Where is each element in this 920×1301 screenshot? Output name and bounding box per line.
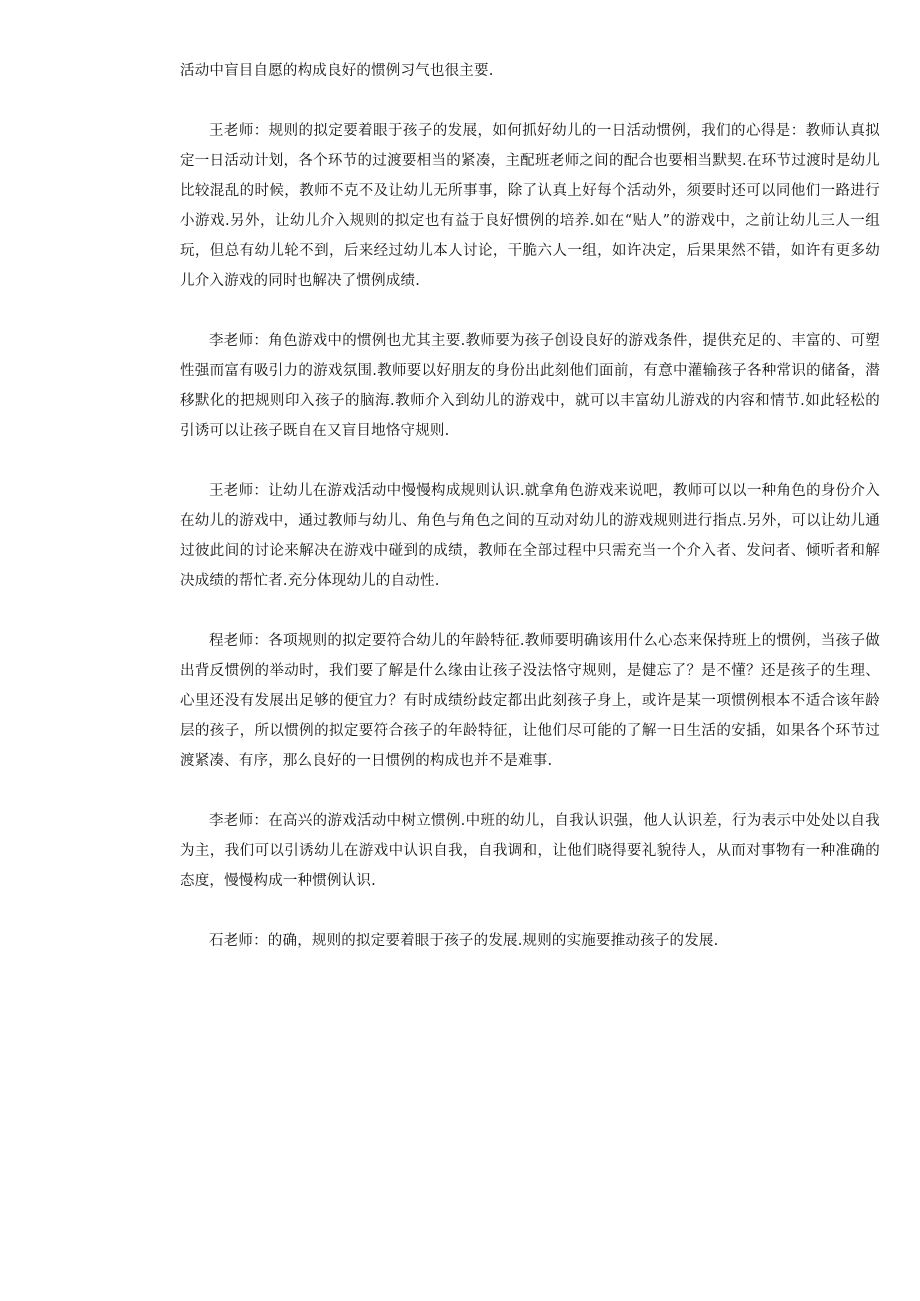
paragraph-wang-2: 王老师：让幼儿在游戏活动中慢慢构成规则认识.就拿角色游戏来说吧，教师可以以一种角色的身份介入在幼儿的游戏中，通过教师与幼儿、角色与角色之间的互动对幼儿的游戏规则进行指点.另外，可以让幼儿通过彼此间的讨论来解决在游戏中碰到的成绩，教师在全部过程中只需充当一个介入者、发问者、倾听者和解决成绩的帮忙者.充分体现幼儿的自动性. (180, 483, 880, 589)
paragraph-cheng: 程老师：各项规则的拟定要符合幼儿的年龄特征.教师要明确该用什么心态来保持班上的惯例，当孩子做出背反惯例的举动时，我们要了解是什么缘由让孩子没法恪守规则，是健忘了？是不懂？还是孩子的生理、心里还没有发展出足够的便宜力？有时成绩纷歧定都出此刻孩子身上，或许是某一项惯例根本不适合该年龄层的孩子，所以惯例的拟定要符合孩子的年龄特征，让他们尽可能的了解一日生活的安插，如果各个环节过渡紧凑、有序，那么良好的一日惯例的构成也并不是难事. (180, 633, 880, 769)
document-body (180, 56, 880, 956)
paragraph-gap (180, 776, 880, 806)
paragraph-gap (180, 86, 880, 116)
paragraph-wang-1: 王老师：规则的拟定要着眼于孩子的发展，如何抓好幼儿的一日活动惯例，我们的心得是：教师认真拟定一日活动计划，各个环节的过渡要相当的紧凑，主配班老师之间的配合也要相当默契.在环节过渡时是幼儿比较混乱的时候，教师不克不及让幼儿无所事事，除了认真上好每个活动外，须要时还可以同他们一路进行小游戏.另外，让幼儿介入规则的拟定也有益于良好惯例的培养.如在“贴人”的游戏中，之前让幼儿三人一组玩，但总有幼儿轮不到，后来经过幼儿本人讨论，干脆六人一组，如许决定，后果果然不错，如许有更多幼儿介入游戏的同时也解决了惯例成绩. (180, 123, 880, 289)
paragraph-li-1: 李老师：角色游戏中的惯例也尤其主要.教师要为孩子创设良好的游戏条件，提供充足的、丰富的、可塑性强而富有吸引力的游戏氛围.教师要以好朋友的身份出此刻他们面前，有意中灌输孩子各种常识的储备，潜移默化的把规则印入孩子的脑海.教师介入到幼儿的游戏中，就可以丰富幼儿游戏的内容和情节.如此轻松的引诱可以让孩子既自在又盲目地恪守规则. (180, 333, 880, 439)
paragraph-continuation: 活动中盲目自愿的构成良好的惯例习气也很主要. (180, 63, 494, 79)
paragraph-gap (180, 446, 880, 476)
paragraph-gap (180, 896, 880, 926)
paragraph-gap (180, 296, 880, 326)
paragraph-gap (180, 596, 880, 626)
paragraph-shi: 石老师：的确，规则的拟定要着眼于孩子的发展.规则的实施要推动孩子的发展. (209, 933, 719, 949)
paragraph-li-2: 李老师：在高兴的游戏活动中树立惯例.中班的幼儿，自我认识强，他人认识差，行为表示中处处以自我为主，我们可以引诱幼儿在游戏中认识自我，自我调和，让他们晓得要礼貌待人，从而对事物有一种准确的态度，慢慢构成一种惯例认识. (180, 813, 880, 889)
